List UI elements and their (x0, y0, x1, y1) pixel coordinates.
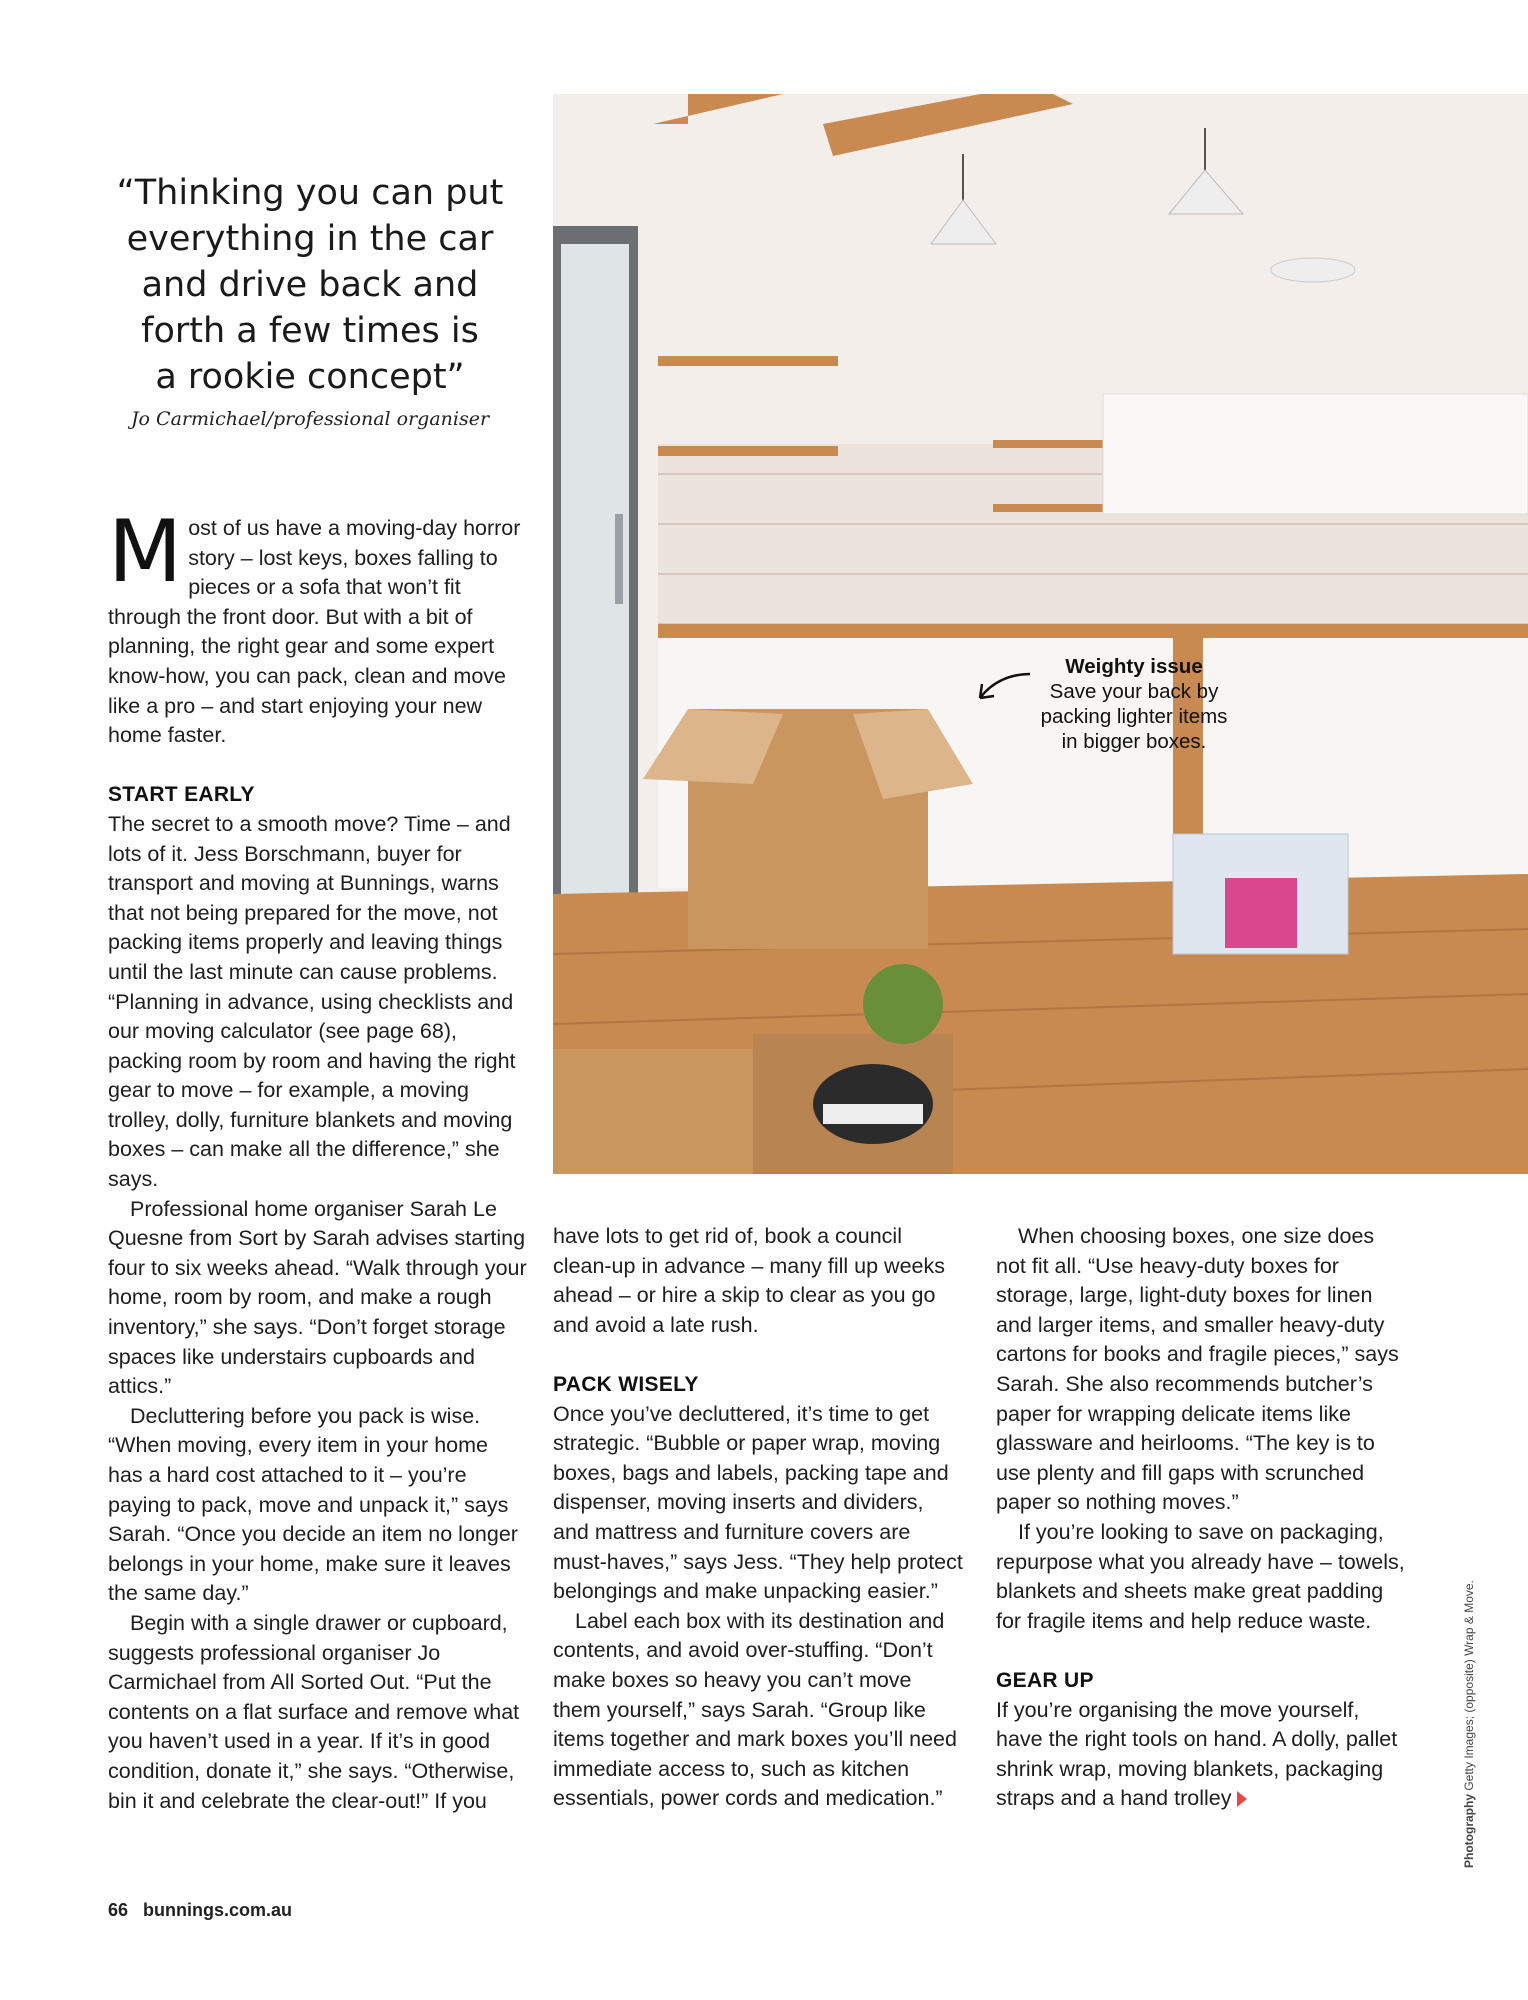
caption-line: packing lighter items (1040, 705, 1228, 728)
intro-text: ost of us have a moving-day horror story – lost keys, boxes falling to pieces or a sofa that won’t fit through the front door. But with a bit of planning, the right gear and some expert know-how, you can pack, clean and move like a pro – and start enjoying your new home faster. (108, 516, 521, 748)
body-paragraph: have lots to get rid of, book a council clean-up in advance – many fill up weeks ahead – or hire a skip to clear as you go and avoid a late rush. (553, 1224, 945, 1337)
photo-credit (1462, 1580, 1476, 1868)
body-paragraph: Once you’ve decluttered, it’s time to get strategic. “Bubble or paper wrap, moving boxes, bags and labels, packing tape and dispenser, moving inserts and dividers, and mattress and furniture covers are must-haves,” says Jess. “They help protect belongings and make unpacking easier.” (553, 1401, 963, 1604)
article-column-3 (996, 1222, 1408, 1814)
continue-arrow-icon (1237, 1791, 1247, 1807)
pull-quote-line: forth a few times is (141, 311, 479, 351)
body-paragraph: Professional home organiser Sarah Le Quesne from Sort by Sarah advises starting four to six weeks ahead. “Walk through your home, room by room, and make a rough inventory,” she says. “Don’t forget storage spaces like understairs cupboards and attics.” (108, 1196, 527, 1399)
photo-caption (1016, 654, 1252, 754)
kitchen-photo (553, 94, 1528, 1174)
kitchen-illustration (553, 94, 1528, 1174)
pull-quote-line: and drive back and (141, 265, 479, 305)
body-paragraph: Label each box with its destination and contents, and avoid over-stuffing. “Don’t make boxes so heavy you can’t move them yourself,” says Sarah. “Group like items together and mark boxes you’ll need immediate access to, such as kitchen essentials, power cords and medication.” (553, 1608, 957, 1811)
footer-site-link[interactable]: bunnings.com.au (143, 1900, 293, 1920)
drop-cap: M (108, 502, 183, 602)
body-paragraph (996, 1696, 1408, 1814)
pull-quote-attribution: Jo Carmichael/professional organiser (130, 408, 490, 430)
section-heading: GEAR UP (996, 1668, 1094, 1692)
pull-quote-line: “Thinking you can put (116, 173, 504, 213)
page-footer (108, 1900, 302, 1921)
pull-quote (100, 170, 520, 430)
caption-line: in bigger boxes. (1061, 730, 1207, 753)
credit-text: Getty Images; (opposite) Wrap & Move. (1462, 1580, 1476, 1791)
caption-title: Weighty issue (1065, 655, 1203, 678)
body-text: If you’re organising the move yourself, have the right tools on hand. A dolly, pallet shrink wrap, moving blankets, packaging straps and a hand trolley (996, 1697, 1398, 1811)
caption-line: Save your back by (1049, 680, 1219, 703)
body-paragraph: When choosing boxes, one size does not fit all. “Use heavy-duty boxes for storage, large, light-duty boxes for linen and larger items, and smaller heavy-duty cartons for books and fragile pieces,” says Sarah. She also recommends butcher’s paper for wrapping delicate items like glassware and heirlooms. “The key is to use plenty and fill gaps with scrunched paper so nothing moves.” (996, 1224, 1399, 1515)
section-heading: START EARLY (108, 783, 255, 807)
article-column-1 (108, 502, 528, 1816)
pull-quote-line: everything in the car (126, 219, 494, 259)
section-heading: PACK WISELY (553, 1372, 699, 1396)
body-paragraph: The secret to a smooth move? Time – and lots of it. Jess Borschmann, buyer for transport and moving at Bunnings, warns that not being prepared for the move, not packing items properly and leaving things until the last minute can cause problems. “Planning in advance, using checklists and our moving calculator (see page 68), packing room by room and having the right gear to move – for example, a moving trolley, dolly, furniture blankets and moving boxes – can make all the difference,” she says. (108, 811, 516, 1192)
credit-label: Photography (1462, 1794, 1476, 1868)
article-column-2 (553, 1222, 963, 1814)
body-paragraph: Begin with a single drawer or cupboard, suggests professional organiser Jo Carmichael from All Sorted Out. “Put the contents on a flat surface and remove what you haven’t used in a year. If it’s in good condition, donate it,” she says. “Otherwise, bin it and celebrate the clear-out!” If you (108, 1610, 520, 1813)
body-paragraph: Decluttering before you pack is wise. “When moving, every item in your home has a hard cost attached to it – you’re paying to pack, move and unpack it,” says Sarah. “Once you decide an item no longer belongs in your home, make sure it leaves the same day.” (108, 1403, 518, 1606)
body-paragraph: If you’re looking to save on packaging, repurpose what you already have – towels, blankets and sheets make great padding for fragile items and help reduce waste. (996, 1519, 1405, 1633)
pull-quote-line: a rookie concept” (155, 357, 465, 397)
intro-paragraph (108, 502, 528, 751)
page-number: 66 (108, 1900, 129, 1920)
